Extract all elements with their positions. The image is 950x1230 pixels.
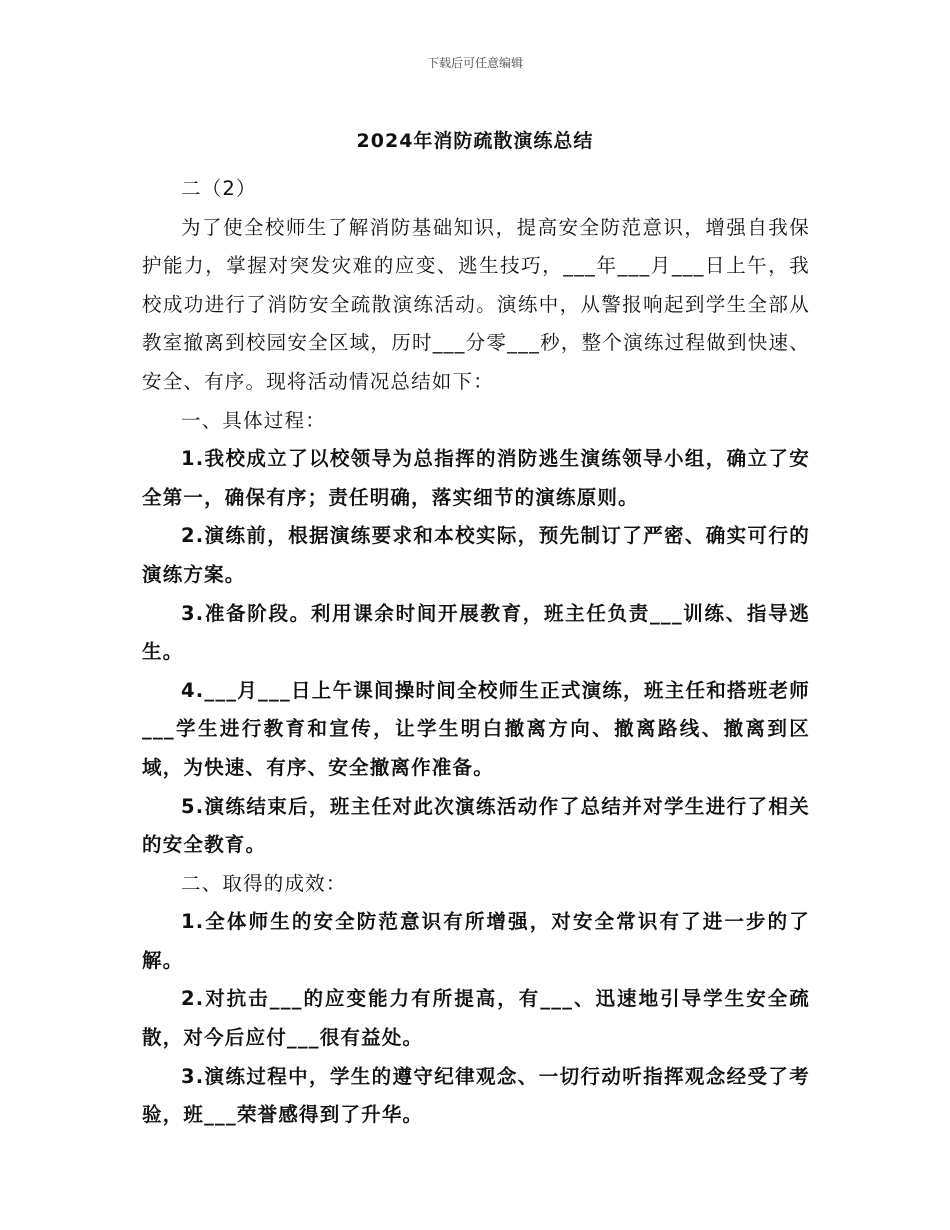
- intro-paragraph: 为了使全校师生了解消防基础知识，提高安全防范意识，增强自我保护能力，掌握对突发灾难的应变、逃生技巧，___年___月___日上午，我校成功进行了消防安全疏散演练活动。演练中，从警报响起到学生全部从教室撤离到校园安全区域，历时___分零___秒，整个演练过程做到快速、安全、有序。现将活动情况总结如下：: [142, 215, 810, 393]
- process-item-3: 3.准备阶段。利用课余时间开展教育，班主任负责___训练、指导逃生。: [142, 601, 810, 664]
- results-item-2: 2.对抗击___的应变能力有所提高，有___、迅速地引导学生安全疏散，对今后应付___很有益处。: [142, 987, 810, 1050]
- process-item-5: 5.演练结束后，班主任对此次演练活动作了总结并对学生进行了相关的安全教育。: [142, 794, 810, 857]
- document-body: [142, 170, 810, 1135]
- section-heading-results: 二、取得的成效：: [181, 871, 347, 895]
- results-item-3: 3.演练过程中，学生的遵守纪律观念、一切行动听指挥观念经受了考验，班___荣誉感得到了升华。: [142, 1064, 810, 1127]
- results-item-1: 1.全体师生的安全防范意识有所增强，对安全常识有了进一步的了解。: [142, 910, 810, 972]
- document-title: 2024年消防疏散演练总结: [356, 130, 594, 152]
- process-item-2: 2.演练前，根据演练要求和本校实际，预先制订了严密、确实可行的演练方案。: [142, 524, 810, 586]
- process-item-1: 1.我校成立了以校领导为总指挥的消防逃生演练领导小组，确立了安全第一，确保有序；责任明确，落实细节的演练原则。: [142, 447, 810, 509]
- process-item-4: 4.___月___日上午课间操时间全校师生正式演练，班主任和搭班老师___学生进行教育和宣传，让学生明白撤离方向、撤离路线、撤离到区域，为快速、有序、安全撤离作准备。: [142, 678, 810, 779]
- class-label: 二（2）: [181, 177, 257, 200]
- page-header-note: 下载后可任意编辑: [426, 56, 523, 70]
- section-heading-process: 一、具体过程：: [181, 408, 326, 432]
